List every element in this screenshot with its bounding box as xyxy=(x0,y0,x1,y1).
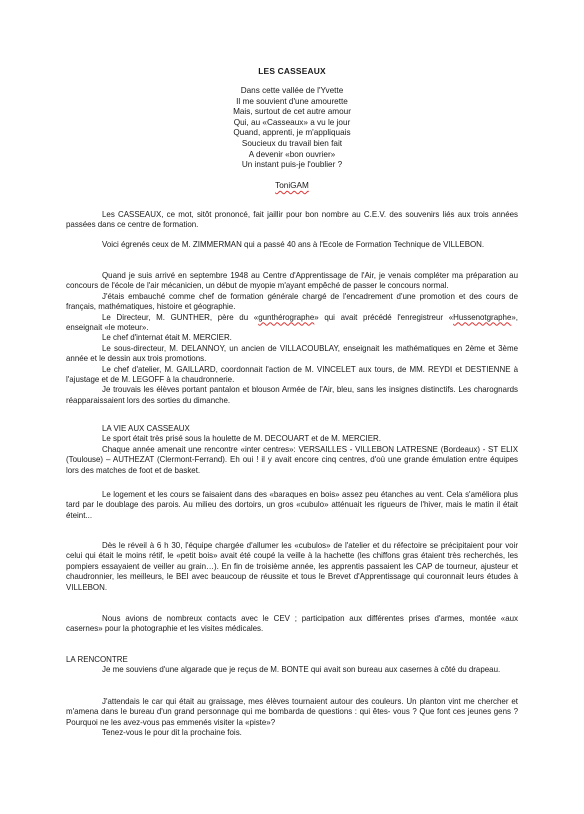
text-run-underlined: Hussenotgraphe xyxy=(453,312,512,322)
poem-line: Mais, surtout de cet autre amour xyxy=(233,107,351,117)
section-rencontre-suite xyxy=(66,697,518,739)
poem-line: Soucieux du travail bien fait xyxy=(241,138,343,148)
paragraph: Nous avions de nombreux contacts avec le CEV ; participation aux différentes prises d'armes, montée «aux casernes» pour la photographie et les visites médicales. xyxy=(66,614,518,634)
signature-text: ToniGAM xyxy=(275,181,309,190)
text-run: », enseignait «le moteur». xyxy=(66,312,518,333)
paragraph: J'étais embauché comme chef de formation générale chargé de l'encadrement d'une promotion et des cours de français, mathématiques, histoire et géographie. xyxy=(66,291,518,312)
poem-line: A devenir «bon ouvrier» xyxy=(248,149,336,159)
poem xyxy=(0,86,584,171)
document-title: LES CASSEAUX xyxy=(258,66,326,76)
paragraph: Le chef d'atelier, M. GAILLARD, coordonnait l'action de M. VINCELET aux tours, de MM. REYDI et DESTIENNE à l'ajustage et de M. LEGOFF à la chaudronnerie. xyxy=(66,364,518,385)
section-zimmerman xyxy=(66,240,518,250)
section-intro xyxy=(66,210,518,231)
poem-line: Dans cette vallée de l'Yvette xyxy=(240,86,344,95)
paragraph: Voici égrenés ceux de M. ZIMMERMAN qui a passé 40 ans à l'Ecole de Formation Technique de VILLEBON. xyxy=(102,240,485,249)
section-heading: LA VIE AUX CASSEAUX xyxy=(102,424,190,433)
paragraph: Le logement et les cours se faisaient dans des «baraques en bois» assez peu étanches au vent. Cela s'améliora plus tard par le doublage des parois. Au milieu des dortoirs, un gros «cubulo» atténuait les rigueurs de l'hiver, mais le matin il était éteint... xyxy=(66,490,518,520)
paragraph: Les CASSEAUX, ce mot, sitôt prononcé, fait jaillir pour bon nombre au C.E.V. des souvenirs liés aux trois années passées dans ce centre de formation. xyxy=(66,210,518,230)
poem-signature xyxy=(0,181,584,190)
paragraph: Le sous-directeur, M. DELANNOY, un ancien de VILLACOUBLAY, enseignait les mathématiques en 2ème et 3ème année et le dessin aux trois promotions. xyxy=(66,343,518,364)
section-contacts xyxy=(66,614,518,635)
section-logement xyxy=(66,490,518,521)
poem-line: Il me souvient d'une amourette xyxy=(236,96,348,106)
paragraph: Dès le réveil à 6 h 30, l'équipe chargée d'allumer les «cubulos» de l'atelier et du réfectoire se précipitaient pour voir celui qui était le moins rétif, le «petit bois» avait été coupé la veille à la hachette (les chiffons gras étaient très recherchés, les pompiers essayaient de veiller au grain…). En fin de troisième année, les apprentis passaient les CAP de tourneur, ajusteur et chaudronnier, les meilleurs, le BEI avec beaucoup de réussite et tous le Brevet d'Apprentissage qui couronnait leurs études à VILLEBON. xyxy=(66,541,518,592)
text-run: Le Directeur, M. GUNTHER, père du « xyxy=(102,312,259,322)
section-memories xyxy=(66,271,518,406)
paragraph: Quand je suis arrivé en septembre 1948 au Centre d'Apprentissage de l'Air, je venais compléter ma préparation au concours de l'école de l'air mécanicien, un début de myopie m'ayant empêché de passer le concours normal. xyxy=(66,271,518,291)
section-vie xyxy=(66,424,518,476)
text-run: » qui avait précédé l'enregistreur « xyxy=(314,312,454,322)
paragraph: J'attendais le car qui était au graissage, mes élèves tournaient autour des couleurs. Un planton vint me chercher et m'amena dans le bureau d'un grand personnage qui me bombarda de questions : qui êtes- vous ? Que font ces jeunes gens ? Pourquoi ne les avez-vous pas emmenés visiter la «piste»? xyxy=(66,697,518,727)
paragraph: Le sport était très prisé sous la houlette de M. DECOUART et de M. MERCIER. xyxy=(102,434,381,444)
paragraph: Chaque année amenait une rencontre «inter centres»: VERSAILLES - VILLEBON LATRESNE (Bordeaux) - ST ELIX (Toulouse) – AUTHEZAT (Clermont-Ferrand). Eh oui ! il y avait encore cinq centres, d'où une grande émulation entre équipes lors des matches de foot et de basket. xyxy=(66,444,518,475)
paragraph: Je trouvais les élèves portant pantalon et blouson Armée de l'Air, bleu, sans les insignes distinctifs. Les charognards réapparaissaient lors des sorties du dimanche. xyxy=(66,385,518,405)
section-reveil xyxy=(66,541,518,593)
section-rencontre xyxy=(66,655,518,676)
poem-line: Qui, au «Casseaux» a vu le jour xyxy=(233,117,351,127)
section-heading: LA RENCONTRE xyxy=(66,655,128,664)
poem-line: Quand, apprenti, je m'appliquais xyxy=(233,128,351,138)
paragraph: Le chef d'internat était M. MERCIER. xyxy=(102,333,232,343)
paragraph-director xyxy=(66,313,518,334)
paragraph: Tenez-vous le pour dit la prochaine fois. xyxy=(102,728,242,738)
text-run-underlined: gunthérographe xyxy=(258,312,315,322)
paragraph: Je me souviens d'une algarade que je reçus de M. BONTE qui avait son bureau aux casernes à côté du drapeau. xyxy=(102,665,501,675)
poem-line: Un instant puis-je l'oublier ? xyxy=(241,160,343,170)
